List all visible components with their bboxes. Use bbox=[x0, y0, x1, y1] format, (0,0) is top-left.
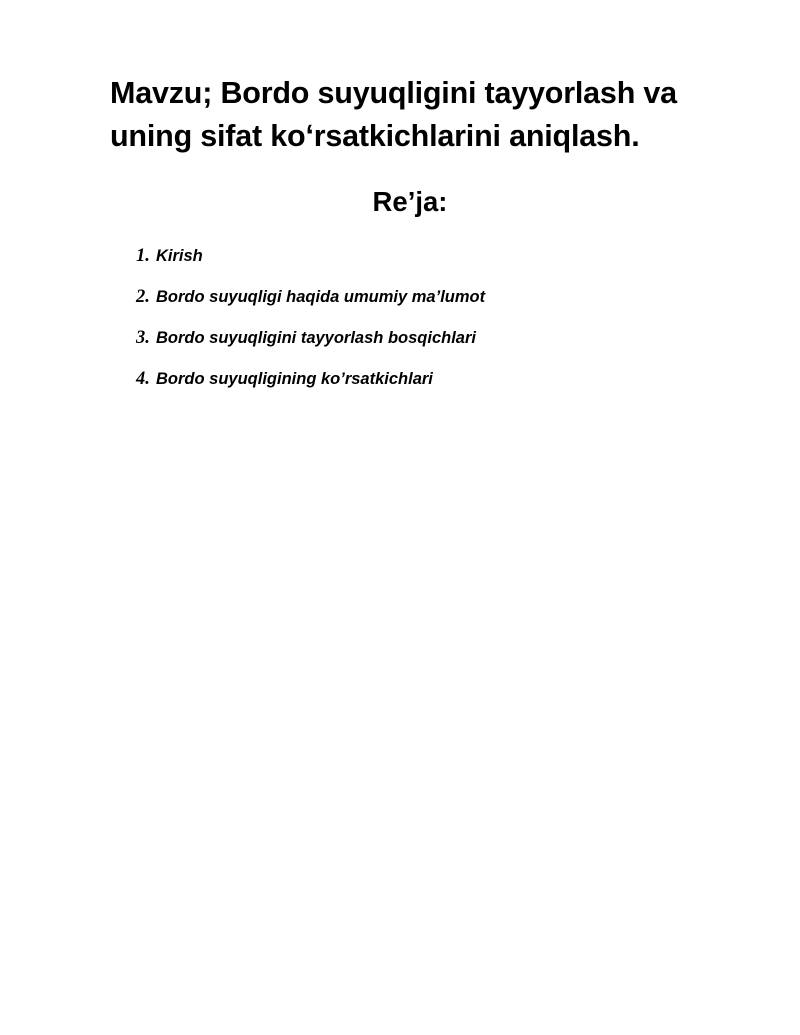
plan-heading: Re’ja: bbox=[372, 186, 448, 217]
document-title bbox=[110, 72, 710, 158]
list-item bbox=[136, 327, 696, 368]
list-item-number: 3. bbox=[136, 328, 150, 348]
list-item-number: 4. bbox=[136, 369, 150, 389]
list-item-label: Bordo suyuqligining ko’rsatkichlari bbox=[156, 370, 433, 388]
document-title-line-2: uning sifat koʻrsatkichlarini aniqlash. bbox=[110, 119, 640, 153]
list-item-label: Bordo suyuqligini tayyorlash bosqichlari bbox=[156, 329, 476, 347]
list-item-label: Bordo suyuqligi haqida umumiy ma’lumot bbox=[156, 288, 486, 306]
document-title-line-1: Mavzu; Bordo suyuqligini tayyorlash va bbox=[110, 76, 677, 110]
list-item bbox=[136, 368, 696, 409]
list-item bbox=[136, 245, 696, 286]
list-item-number: 2. bbox=[136, 287, 150, 307]
list-item-number: 1. bbox=[136, 246, 150, 266]
list-item bbox=[136, 286, 696, 327]
list-item-label: Kirish bbox=[156, 247, 203, 265]
plan-list bbox=[136, 245, 696, 409]
